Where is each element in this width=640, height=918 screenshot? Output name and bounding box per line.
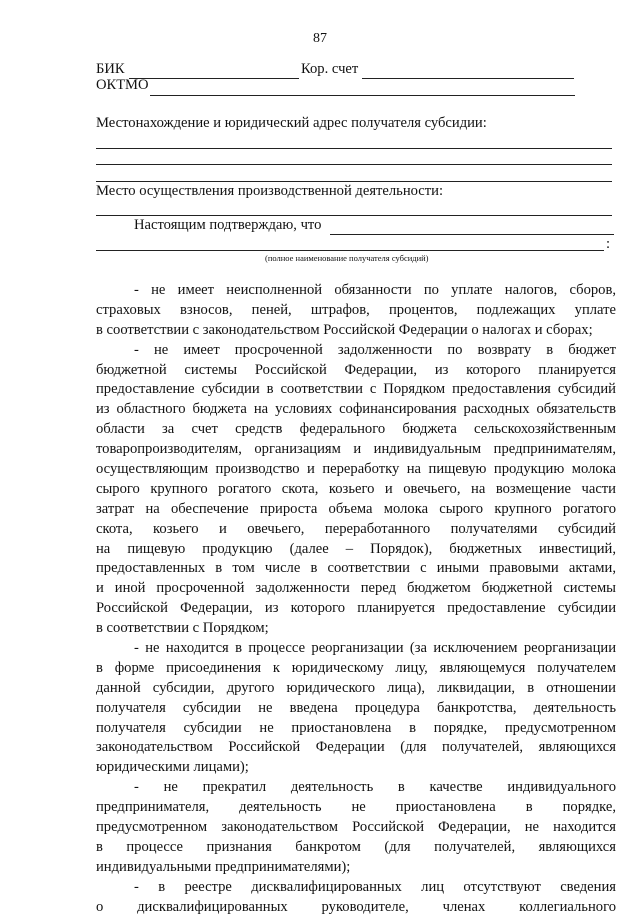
paragraph-5-line: - в реестре дисквалифицированных лиц отсутствуют сведения (134, 878, 616, 895)
paragraph-2-line: предоставленных в том числе в соответствии с иными правовыми актами, (96, 560, 616, 577)
paragraph-2-line: бюджетной системы Российской Федерации, из которого планируется (96, 361, 616, 378)
confirm-line-2[interactable] (96, 250, 604, 251)
paragraph-1-line: страховых взносов, пеней, штрафов, процентов, подлежащих уплате (96, 301, 616, 318)
confirm-label: Настоящим подтверждаю, что (134, 217, 322, 233)
paragraph-3-line: юридическими лицами); (96, 759, 249, 776)
paragraph-4-line: предусмотренном законодательством Российской Федерации, не находится (96, 819, 616, 836)
paragraph-5-line: о дисквалифицированных руководителе, членах коллегиального (96, 898, 616, 915)
paragraph-2-line: затрат на обеспечение прироста объема молока сырого крупного рогатого (96, 500, 616, 517)
body-text (96, 281, 616, 918)
paragraph-2-line: предоставление субсидии в соответствии с Порядком предоставления субсидий (96, 381, 616, 398)
paragraph-2-line: - не имеет просроченной задолженности по возврату в бюджет (134, 341, 616, 358)
paragraph-2-line: осуществляющим производство и переработку на пищевую продукцию молока (96, 461, 616, 478)
oktmo-field[interactable] (150, 95, 575, 96)
paragraph-3-line: данной субсидии, другого юридического лица), ликвидации, в отношении (96, 679, 616, 696)
address-line-2[interactable] (96, 164, 612, 165)
paragraph-4-line: в процессе признания банкротом (для получателей, являющихся (96, 838, 616, 855)
paragraph-3-line: получателя субсидии не введена процедура банкротства, деятельность (96, 699, 616, 716)
paragraph-2-line: на пищевую продукцию (далее – Порядок), бюджетных инвестиций, (96, 540, 616, 557)
paragraph-2-line: в соответствии с Порядком; (96, 620, 269, 637)
kor-schet-field[interactable] (362, 78, 574, 79)
paragraph-3-line: получателя субсидии не приостановлена в порядке, предусмотренном (96, 719, 616, 736)
paragraph-2-line: области за счет средств федерального бюджета сельскохозяйственным (96, 421, 616, 438)
paragraph-2-line: скота, козьего и овечьего, переработанного получателями субсидий (96, 520, 616, 537)
address-line-3[interactable] (96, 181, 612, 182)
confirm-colon: : (606, 236, 611, 252)
paragraph-2-line: товаропроизводителям, организациям и индивидуальным предпринимателям, (96, 441, 616, 458)
paragraph-4-line: индивидуальными предпринимателями); (96, 858, 351, 875)
bik-label: БИК (96, 61, 125, 77)
paragraph-4-line: - не прекратил деятельность в качестве индивидуального (134, 779, 616, 796)
paragraph-1-line: в соответствии с законодательством Российской Федерации о налогах и сборах; (96, 321, 593, 338)
activity-label: Место осуществления производственной деятельности: (96, 183, 444, 199)
paragraph-2-line: сырого крупного рогатого скота, козьего и овечьего, на возмещение части (96, 480, 616, 497)
paragraph-2-line: Российской Федерации, из которого планируется предоставление субсидии (96, 600, 616, 617)
page-number: 87 (313, 31, 327, 46)
paragraph-4-line: предпринимателя, деятельность не приостановлена в порядке, (96, 799, 616, 816)
address-line-1[interactable] (96, 148, 612, 149)
paragraph-2-line: из областного бюджета на условиях софинансирования расходных обязательств (96, 401, 616, 418)
paragraph-2-line: и иной просроченной задолженности перед бюджетом бюджетной системы (96, 580, 616, 597)
kor-schet-label: Кор. счет (301, 61, 359, 77)
activity-line[interactable] (96, 215, 612, 216)
bik-field[interactable] (129, 78, 299, 79)
paragraph-3-line: в форме присоединения к юридическому лицу, являющемуся получателем (96, 659, 616, 676)
confirm-line-1[interactable] (330, 234, 614, 235)
recipient-caption: (полное наименование получателя субсидий) (265, 253, 429, 263)
oktmo-label: ОКТМО (96, 77, 149, 93)
paragraph-1-line: - не имеет неисполненной обязанности по уплате налогов, сборов, (134, 282, 616, 298)
paragraph-3-line: законодательством Российской Федерации (для получателей, являющихся (96, 739, 616, 756)
paragraph-3-line: - не находится в процессе реорганизации (за исключением реорганизации (134, 640, 616, 657)
address-label: Местонахождение и юридический адрес получателя субсидии: (96, 115, 487, 131)
